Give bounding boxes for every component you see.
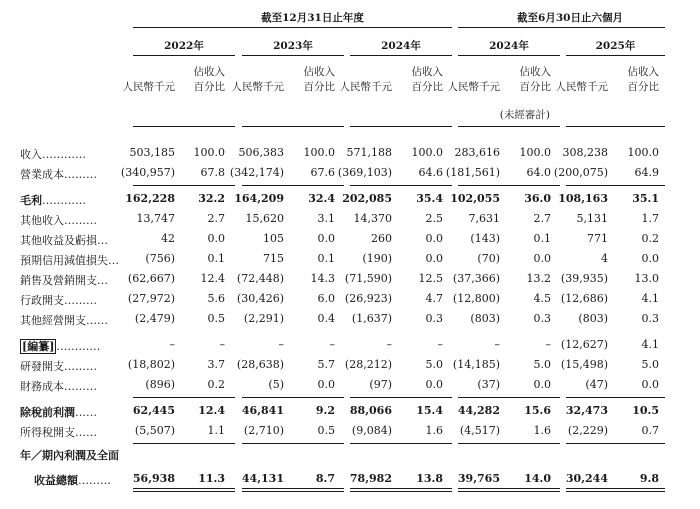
table-row-cell: 44,282 [457, 404, 500, 417]
table-row-cell: 4.1 [641, 338, 659, 351]
table-row-cell: (756) [145, 252, 175, 265]
total-double-rule [458, 491, 560, 492]
table-row-cell: 64.6 [418, 166, 443, 179]
table-row-cell: (369,103) [337, 166, 392, 179]
subheader-pct-2024 [403, 65, 443, 94]
subheader-pct-line2: 百分比 [193, 80, 225, 93]
final-row-cell: 56,938 [132, 472, 175, 485]
table-row-cell: (2,710) [243, 424, 284, 437]
row-label-text: 其他收入 [20, 214, 64, 227]
subtotal-rule [458, 397, 560, 398]
table-row-cell: 0.0 [533, 252, 551, 265]
table-row-cell: 3.7 [207, 358, 225, 371]
table-row-cell: 13,747 [136, 212, 175, 225]
table-row-cell: (47) [585, 378, 608, 391]
table-row-cell: – [329, 338, 335, 351]
subtotal-rule [566, 443, 665, 444]
table-row-cell: (181,561) [445, 166, 500, 179]
row-label-text: 除稅前利潤 [20, 406, 75, 419]
table-row-cell: 105 [263, 232, 284, 245]
table-row-cell: – [278, 338, 284, 351]
table-row-cell: (2,479) [134, 312, 175, 325]
subheader-pct-line1: 佔收入 [411, 66, 443, 78]
table-row-cell: 0.3 [533, 312, 551, 325]
row-label-text: 預期信用減值損失 [20, 254, 108, 267]
table-row-cell: 36.0 [524, 192, 551, 205]
table-row-cell: 14,370 [353, 212, 392, 225]
table-row-cell: – [545, 338, 551, 351]
table-row-cell: 771 [587, 232, 608, 245]
year-header-2023: 2023年 [273, 40, 313, 52]
final-row-cell: 13.8 [416, 472, 443, 485]
table-row-cell: 108,163 [558, 192, 608, 205]
row-label-text: [編纂] [22, 340, 55, 353]
row-label-text: 銷售及營銷開支 [20, 274, 97, 287]
table-row-cell: 0.0 [641, 252, 659, 265]
table-row-cell: (72,448) [236, 272, 284, 285]
table-row-cell: 32.2 [198, 192, 225, 205]
table-row-cell: 62,445 [132, 404, 175, 417]
table-row-cell: (70) [477, 252, 500, 265]
table-row-cell: 32,473 [565, 404, 608, 417]
subheader-amount-2023: 人民幣千元 [231, 81, 284, 93]
table-row-cell: 503,185 [129, 146, 175, 159]
subheader-pct-line2: 百分比 [627, 80, 659, 93]
table-row-cell: 0.0 [317, 232, 335, 245]
row-label-leader: ……… [64, 294, 97, 307]
table-row-cell: – [494, 338, 500, 351]
header-six-months-group: 截至6月30日止六個月 [517, 12, 623, 24]
row-label [20, 338, 100, 354]
table-row-cell: (71,590) [344, 272, 392, 285]
table-row-cell: (200,075) [553, 166, 608, 179]
year-rule-2022 [133, 55, 235, 56]
total-double-rule [133, 491, 235, 492]
total-double-rule [133, 488, 235, 489]
final-row-label-line2 [34, 472, 111, 488]
final-row-label-text: 收益總額 [34, 474, 78, 487]
row-label-text: 收入 [20, 148, 42, 161]
subtotal-rule [458, 185, 560, 186]
table-row-cell: (12,627) [560, 338, 608, 351]
table-row-cell: 32.4 [308, 192, 335, 205]
table-row-cell: 4.5 [533, 292, 551, 305]
sub-rule-2024-h1 [458, 126, 560, 127]
year-rule-2025-h1 [566, 55, 665, 56]
table-row-cell: 283,616 [454, 146, 500, 159]
table-row-cell: 0.0 [317, 378, 335, 391]
table-row-cell: 162,228 [125, 192, 175, 205]
table-row-cell: 164,209 [234, 192, 284, 205]
year-header-2025-h1: 2025年 [595, 40, 636, 52]
row-label-leader: ……… [64, 380, 97, 393]
table-row-cell: 13.0 [634, 272, 659, 285]
table-row-cell: 10.5 [632, 404, 659, 417]
subheader-amount-2025-h1: 人民幣千元 [555, 81, 608, 93]
year-rule-2024 [350, 55, 452, 56]
table-row-cell: (143) [470, 232, 500, 245]
row-label [20, 424, 97, 440]
table-row-cell: 506,383 [238, 146, 284, 159]
table-row-cell: 2.7 [207, 212, 225, 225]
final-row-cell: 14.0 [524, 472, 551, 485]
row-label-leader: …… [75, 406, 97, 419]
row-label-leader: ………… [42, 148, 86, 161]
total-double-rule [350, 488, 452, 489]
table-row-cell: 3.1 [317, 212, 335, 225]
table-row-cell: 4.7 [425, 292, 443, 305]
table-row-cell: 0.1 [533, 232, 551, 245]
subtotal-rule [242, 185, 344, 186]
table-row-cell: 12.5 [418, 272, 443, 285]
table-row-cell: 12.4 [200, 272, 225, 285]
header-six-months-rule [458, 27, 665, 28]
table-row-cell: (2,291) [243, 312, 284, 325]
subheader-pct-2025-h1 [619, 65, 659, 94]
subheader-pct-line2: 百分比 [411, 80, 443, 93]
subtotal-rule [350, 443, 452, 444]
table-row-cell: (5,507) [134, 424, 175, 437]
table-row-cell: 15.4 [416, 404, 443, 417]
row-label-leader: … [108, 254, 119, 267]
table-row-cell: 15.6 [524, 404, 551, 417]
final-row-cell: 39,765 [457, 472, 500, 485]
table-row-cell: 9.2 [315, 404, 335, 417]
table-row-cell: 0.1 [207, 252, 225, 265]
subheader-pct-line1: 佔收入 [303, 66, 335, 78]
table-row-cell: (14,185) [452, 358, 500, 371]
table-row-cell: 260 [371, 232, 392, 245]
year-header-2024: 2024年 [381, 40, 421, 52]
sub-rule-2025-h1 [566, 126, 665, 127]
table-row-cell: 88,066 [349, 404, 392, 417]
table-row-cell: (28,638) [236, 358, 284, 371]
table-row-cell: 308,238 [562, 146, 608, 159]
row-label-text: 研發開支 [20, 360, 64, 373]
row-label-text: 營業成本 [20, 168, 64, 181]
subheader-pct-line2: 百分比 [303, 80, 335, 93]
subheader-amount-2022: 人民幣千元 [122, 81, 175, 93]
subtotal-rule [133, 185, 235, 186]
table-row-cell: (12,800) [452, 292, 500, 305]
row-label-text: 毛利 [20, 194, 42, 207]
subtotal-rule [133, 397, 235, 398]
table-row-cell: 64.9 [634, 166, 659, 179]
table-row-cell: 35.4 [416, 192, 443, 205]
table-row-cell: (39,935) [560, 272, 608, 285]
row-label [20, 404, 97, 420]
final-row-cell: 78,982 [349, 472, 392, 485]
table-row-cell: 100.0 [411, 146, 443, 159]
row-label-leader: …… [75, 426, 97, 439]
subheader-pct-2022 [185, 65, 225, 94]
table-row-cell: 0.4 [317, 312, 335, 325]
table-row-cell: 100.0 [193, 146, 225, 159]
table-row-cell: (340,957) [120, 166, 175, 179]
row-label-leader: ………… [42, 194, 86, 207]
table-row-cell: 0.0 [641, 378, 659, 391]
row-label-leader: ……… [64, 168, 97, 181]
table-row-cell: 5.6 [207, 292, 225, 305]
table-row-cell: 5.0 [425, 358, 443, 371]
table-row-cell: (4,517) [459, 424, 500, 437]
table-row-cell: 0.5 [317, 424, 335, 437]
table-row-cell: 100.0 [303, 146, 335, 159]
table-row-cell: (15,498) [560, 358, 608, 371]
row-label-text: 行政開支 [20, 294, 64, 307]
table-row-cell: 42 [161, 232, 175, 245]
total-double-rule [242, 491, 344, 492]
final-row-leader: ……… [78, 474, 111, 487]
row-label-leader: ………… [56, 340, 101, 353]
row-label [20, 166, 97, 182]
year-rule-2023 [242, 55, 344, 56]
table-row-cell: 202,085 [342, 192, 392, 205]
table-row-cell: 1.1 [207, 424, 225, 437]
table-row-cell: 100.0 [627, 146, 659, 159]
row-label [20, 272, 108, 288]
table-row-cell: – [437, 338, 443, 351]
table-row-cell: 67.6 [310, 166, 335, 179]
table-row-cell: 0.3 [641, 312, 659, 325]
table-row-cell: 2.5 [425, 212, 443, 225]
row-label-text: 其他收益及虧損 [20, 234, 97, 247]
header-annual-group: 截至12月31日止年度 [261, 12, 364, 24]
row-label [20, 358, 97, 374]
table-row-cell: 0.2 [207, 378, 225, 391]
table-row-cell: 15,620 [245, 212, 284, 225]
table-row-cell: 2.7 [533, 212, 551, 225]
table-row-cell: – [219, 338, 225, 351]
table-row-cell: 0.7 [641, 424, 659, 437]
table-row-cell: 5.0 [641, 358, 659, 371]
table-row-cell: 102,055 [450, 192, 500, 205]
final-row-cell: 9.8 [639, 472, 659, 485]
row-label [20, 192, 86, 208]
table-row-cell: 5.0 [533, 358, 551, 371]
row-label-leader: …… [86, 314, 108, 327]
table-row-cell: (62,667) [127, 272, 175, 285]
table-row-cell: 5,131 [576, 212, 608, 225]
table-row-cell: (37) [477, 378, 500, 391]
table-row-cell: (27,972) [127, 292, 175, 305]
row-label [20, 312, 108, 328]
final-row-cell: 44,131 [241, 472, 284, 485]
table-row-cell: – [386, 338, 392, 351]
table-row-cell: (9,084) [351, 424, 392, 437]
row-label [20, 146, 86, 162]
subheader-pct-line2: 百分比 [519, 80, 551, 93]
final-row-cell: 11.3 [198, 472, 225, 485]
table-row-cell: 35.1 [632, 192, 659, 205]
final-row-label-line1: 年／期內利潤及全面 [20, 449, 119, 462]
table-row-cell: 0.5 [207, 312, 225, 325]
final-row-cell: 8.7 [315, 472, 335, 485]
total-double-rule [350, 491, 452, 492]
table-row-cell: (803) [470, 312, 500, 325]
row-label [20, 378, 97, 394]
sub-rule-2022 [133, 126, 235, 127]
total-double-rule [566, 491, 665, 492]
table-row-cell: 571,188 [346, 146, 392, 159]
table-row-cell: (12,686) [560, 292, 608, 305]
table-row-cell: (1,637) [351, 312, 392, 325]
table-row-cell: (2,229) [567, 424, 608, 437]
table-row-cell: 0.0 [207, 232, 225, 245]
row-label-text: 所得稅開支 [20, 426, 75, 439]
total-double-rule [242, 488, 344, 489]
subheader-pct-2023 [295, 65, 335, 94]
table-row-cell: 0.3 [425, 312, 443, 325]
unaudited-note: (未經審計) [499, 109, 550, 121]
row-label-leader: ……… [64, 360, 97, 373]
table-row-cell: 5.7 [317, 358, 335, 371]
row-label-leader: … [97, 234, 108, 247]
table-row-cell: 1.7 [641, 212, 659, 225]
subtotal-rule [566, 185, 665, 186]
subtotal-rule [566, 397, 665, 398]
table-row-cell: (5) [268, 378, 284, 391]
table-row-cell: 0.0 [425, 252, 443, 265]
subheader-pct-line1: 佔收入 [627, 66, 659, 78]
table-row-cell: 0.0 [533, 378, 551, 391]
table-row-cell: (190) [362, 252, 392, 265]
table-row-cell: 14.3 [310, 272, 335, 285]
table-row-cell: 64.0 [526, 166, 551, 179]
subtotal-rule [242, 397, 344, 398]
row-label-leader: ……… [64, 214, 97, 227]
sub-rule-2024 [350, 126, 452, 127]
subtotal-rule [242, 443, 344, 444]
subheader-pct-line1: 佔收入 [519, 66, 551, 78]
table-row-cell: 0.2 [641, 232, 659, 245]
table-row-cell: 46,841 [241, 404, 284, 417]
table-row-cell: 1.6 [533, 424, 551, 437]
header-annual-rule [133, 27, 452, 28]
year-header-2024-h1: 2024年 [489, 40, 529, 52]
table-row-cell: 715 [263, 252, 284, 265]
table-row-cell: (342,174) [229, 166, 284, 179]
subtotal-rule [133, 443, 235, 444]
row-label [20, 252, 119, 268]
total-double-rule [566, 488, 665, 489]
table-row-cell: 0.0 [425, 232, 443, 245]
table-row-cell: 12.4 [198, 404, 225, 417]
row-label-text: 財務成本 [20, 380, 64, 393]
table-row-cell: (18,802) [127, 358, 175, 371]
table-row-cell: (30,426) [236, 292, 284, 305]
table-row-cell: 4 [601, 252, 608, 265]
subtotal-rule [350, 397, 452, 398]
sub-rule-2023 [242, 126, 344, 127]
table-row-cell: 0.0 [425, 378, 443, 391]
subheader-amount-2024: 人民幣千元 [339, 81, 392, 93]
subtotal-rule [458, 443, 560, 444]
table-row-cell: (26,923) [344, 292, 392, 305]
table-row-cell: 1.6 [425, 424, 443, 437]
subtotal-rule [350, 185, 452, 186]
final-row-cell: 30,244 [565, 472, 608, 485]
table-row-cell: (28,212) [344, 358, 392, 371]
table-row-cell: (37,366) [452, 272, 500, 285]
year-header-2022: 2022年 [164, 40, 204, 52]
table-row-cell: 6.0 [317, 292, 335, 305]
table-row-cell: 13.2 [526, 272, 551, 285]
table-row-cell: (803) [578, 312, 608, 325]
table-row-cell: 7,631 [468, 212, 500, 225]
row-label-text: 其他經營開支 [20, 314, 86, 327]
table-row-cell: 4.1 [641, 292, 659, 305]
table-row-cell: (896) [145, 378, 175, 391]
table-row-cell: 100.0 [519, 146, 551, 159]
total-double-rule [458, 488, 560, 489]
row-label-leader: … [97, 274, 108, 287]
table-row-cell: 0.1 [317, 252, 335, 265]
year-rule-2024-h1 [458, 55, 560, 56]
subheader-pct-2024-h1 [511, 65, 551, 94]
subheader-amount-2024-h1: 人民幣千元 [447, 81, 500, 93]
subheader-pct-line1: 佔收入 [193, 66, 225, 78]
table-row-cell: – [169, 338, 175, 351]
table-row-cell: 67.8 [200, 166, 225, 179]
table-row-cell: (97) [369, 378, 392, 391]
row-label [20, 292, 97, 308]
row-label [20, 232, 108, 248]
row-label [20, 212, 97, 228]
